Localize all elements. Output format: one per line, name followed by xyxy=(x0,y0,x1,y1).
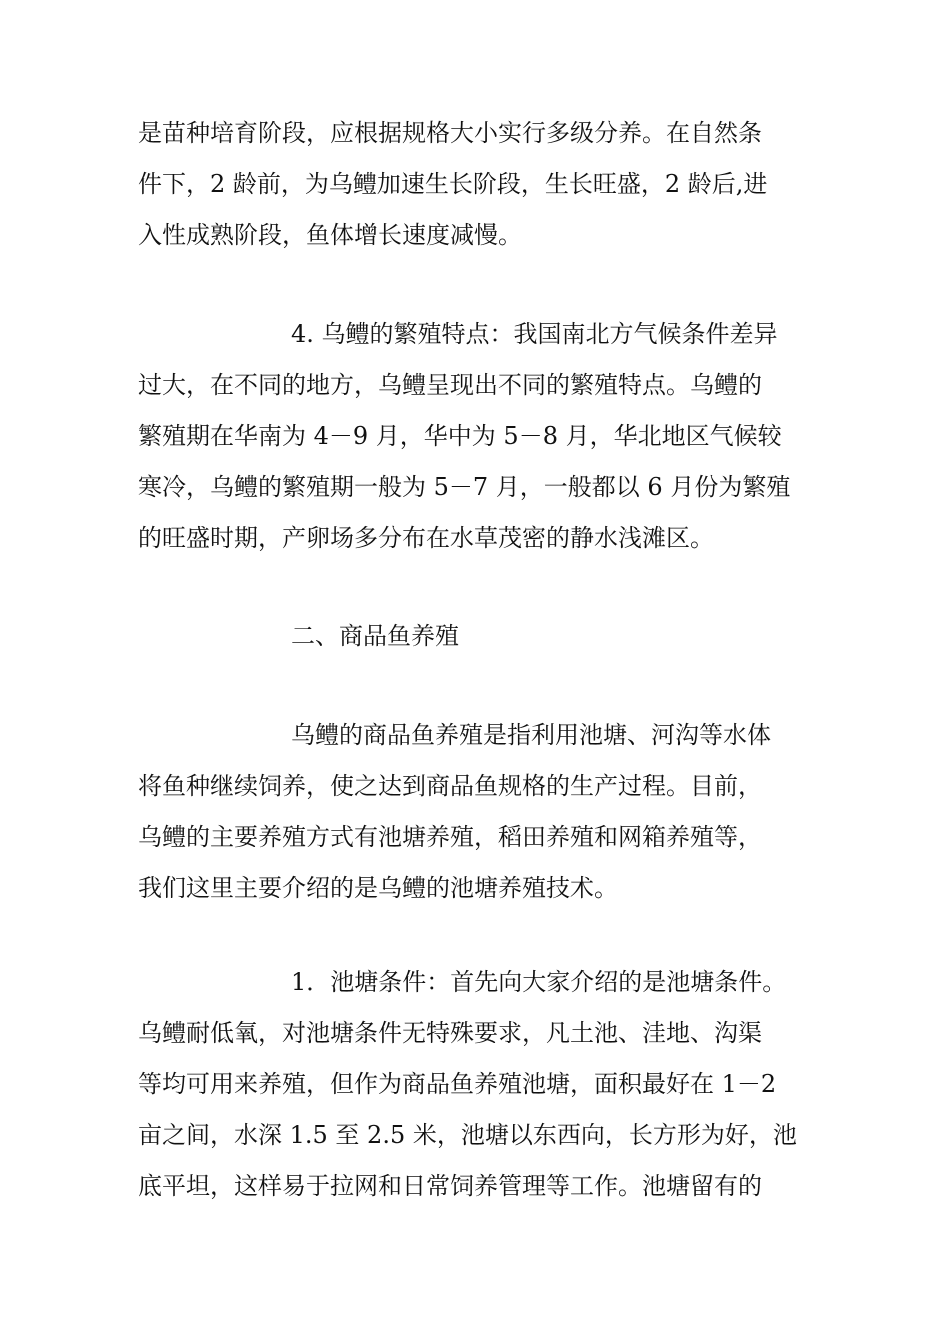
text-line: 的旺盛时期，产卵场多分布在水草茂密的静水浅滩区。 xyxy=(138,524,714,552)
paragraph-growth-stages xyxy=(138,108,818,261)
paragraph-pond-conditions xyxy=(138,957,818,1212)
paragraph-commercial-farming xyxy=(138,710,818,914)
text-line: 是苗种培育阶段，应根据规格大小实行多级分养。在自然条 xyxy=(138,119,762,147)
heading-text: 二、商品鱼养殖 xyxy=(291,622,459,650)
text-line: 乌鳢的主要养殖方式有池塘养殖，稻田养殖和网箱养殖等， xyxy=(138,823,762,851)
text-line: 过大，在不同的地方，乌鳢呈现出不同的繁殖特点。乌鳢的 xyxy=(138,371,762,399)
section-heading xyxy=(138,611,818,662)
text-line: 4. 乌鳢的繁殖特点：我国南北方气候条件差异 xyxy=(291,320,778,348)
text-line: 将鱼种继续饲养，使之达到商品鱼规格的生产过程。目前， xyxy=(138,772,762,800)
text-line: 底平坦，这样易于拉网和日常饲养管理等工作。池塘留有的 xyxy=(138,1172,762,1200)
text-line: 乌鳢耐低氧，对池塘条件无特殊要求，凡土池、洼地、沟渠 xyxy=(138,1019,762,1047)
text-line: 乌鳢的商品鱼养殖是指利用池塘、河沟等水体 xyxy=(291,721,771,749)
text-line: 寒冷，乌鳢的繁殖期一般为 5－7 月，一般都以 6 月份为繁殖 xyxy=(138,473,791,501)
text-line: 我们这里主要介绍的是乌鳢的池塘养殖技术。 xyxy=(138,874,618,902)
text-line: 入性成熟阶段，鱼体增长速度减慢。 xyxy=(138,221,522,249)
text-line: 等均可用来养殖，但作为商品鱼养殖池塘，面积最好在 1－2 xyxy=(138,1070,777,1098)
text-line: 件下，2 龄前，为乌鳢加速生长阶段，生长旺盛，2 龄后,进 xyxy=(138,170,768,198)
text-line: 繁殖期在华南为 4－9 月，华中为 5－8 月，华北地区气候较 xyxy=(138,422,782,450)
text-line: 1．池塘条件：首先向大家介绍的是池塘条件。 xyxy=(291,968,787,996)
text-line: 亩之间，水深 1.5 至 2.5 米，池塘以东西向，长方形为好，池 xyxy=(138,1121,797,1149)
paragraph-breeding-characteristics xyxy=(138,309,818,564)
